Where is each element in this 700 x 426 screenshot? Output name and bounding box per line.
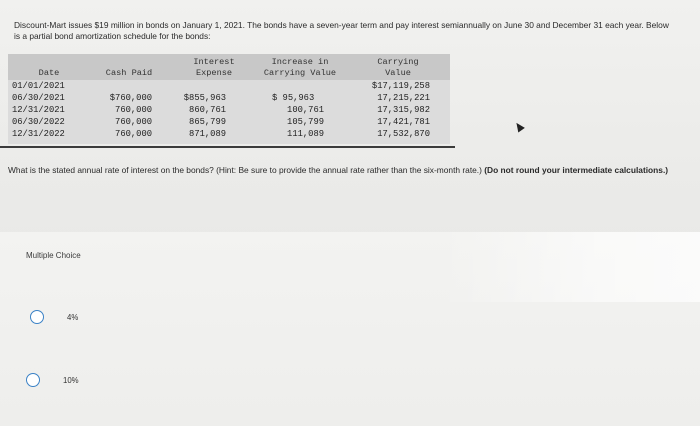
- row-1-date: 06/30/2021: [12, 93, 65, 103]
- row-3-date: 06/30/2022: [12, 117, 65, 127]
- problem-statement: Discount-Mart issues $19 million in bonds on January 1, 2021. The bonds have a seven-year term and pay interest semiannually on June 30 and December 31 each year. Below is a partial bond amortization schedule for the bonds:: [14, 20, 669, 41]
- row-3-cash-paid: 760,000: [115, 117, 152, 127]
- row-0-date: 01/01/2021: [12, 81, 65, 91]
- header-interest-line2: Expense: [195, 68, 233, 78]
- header-carrying-line2: Value: [385, 68, 411, 78]
- option-2-label[interactable]: 10%: [63, 376, 79, 385]
- row-1-carrying-value: 17,215,221: [377, 93, 430, 103]
- option-1-label[interactable]: 4%: [67, 313, 79, 322]
- option-2-radio[interactable]: [26, 373, 40, 387]
- mouse-cursor-icon: [513, 121, 525, 133]
- section-divider: [0, 146, 455, 148]
- header-cash-paid: Cash Paid: [105, 68, 153, 78]
- row-3-interest-expense: 865,799: [189, 117, 226, 127]
- row-4-date: 12/31/2022: [12, 129, 65, 139]
- row-4-increase: 111,089: [287, 129, 324, 139]
- screen-glare: [440, 232, 700, 302]
- question-main: What is the stated annual rate of interest on the bonds? (Hint: Be sure to provide the annual rate rather than the six-month rate.): [8, 165, 485, 175]
- question-text: [8, 164, 688, 176]
- header-increase-line2: Carrying Value: [263, 68, 337, 78]
- row-1-cash-paid: $760,000: [109, 93, 152, 103]
- row-2-increase: 100,761: [287, 105, 324, 115]
- row-3-increase: 105,799: [287, 117, 324, 127]
- row-2-carrying-value: 17,315,982: [377, 105, 430, 115]
- row-4-cash-paid: 760,000: [115, 129, 152, 139]
- row-3-carrying-value: 17,421,781: [377, 117, 430, 127]
- row-1-increase: $ 95,963: [272, 93, 315, 103]
- row-1-interest-expense: $855,963: [183, 93, 226, 103]
- row-0-carrying-value: $17,119,258: [371, 81, 430, 91]
- header-increase-line1: Increase in: [271, 57, 329, 67]
- option-1-radio[interactable]: [30, 310, 44, 324]
- header-date: Date: [38, 68, 60, 78]
- header-carrying-line1: Carrying: [377, 57, 419, 67]
- row-4-carrying-value: 17,532,870: [377, 129, 430, 139]
- question-bold-note: (Do not round your intermediate calculations.): [484, 165, 669, 175]
- row-2-interest-expense: 860,761: [189, 105, 226, 115]
- amortization-table: [8, 54, 450, 144]
- multiple-choice-label: Multiple Choice: [26, 251, 81, 260]
- row-2-cash-paid: 760,000: [115, 105, 152, 115]
- row-2-date: 12/31/2021: [12, 105, 65, 115]
- row-4-interest-expense: 871,089: [189, 129, 226, 139]
- header-interest-line1: Interest: [193, 57, 235, 67]
